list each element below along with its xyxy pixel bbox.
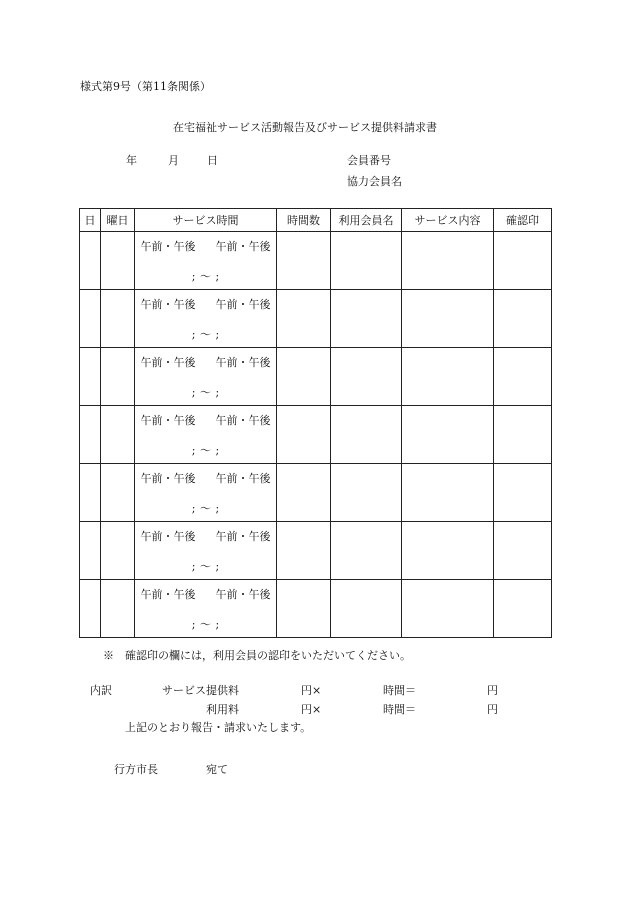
time-colon: ; — [191, 328, 196, 341]
time-colon: ; — [191, 618, 196, 631]
ampm-end: 午前・午後 — [215, 298, 271, 311]
document-title: 在宅福祉サービス活動報告及びサービス提供料請求書 — [173, 121, 437, 134]
table-row — [80, 580, 552, 638]
tilde: 〜 — [200, 444, 211, 457]
service-content-cell[interactable] — [402, 406, 494, 464]
ampm-end: 午前・午後 — [215, 414, 271, 427]
ampm-end: 午前・午後 — [215, 356, 271, 369]
day-cell[interactable] — [80, 406, 101, 464]
usage-fee-hours-equals: 時間＝ — [383, 703, 416, 716]
service-fee-yen-times: 円× — [301, 684, 322, 697]
confirmation-seal-cell[interactable] — [494, 522, 552, 580]
user-member-name-cell[interactable] — [331, 232, 402, 290]
header-confirmation-seal: 確認印 — [494, 209, 552, 232]
ampm-start: 午前・午後 — [140, 356, 196, 369]
time-colon: ; — [215, 386, 220, 399]
weekday-cell[interactable] — [101, 522, 135, 580]
tilde: 〜 — [200, 502, 211, 515]
date-month-label: 月 — [168, 154, 179, 167]
tilde: 〜 — [200, 618, 211, 631]
service-content-cell[interactable] — [402, 522, 494, 580]
ampm-start: 午前・午後 — [140, 298, 196, 311]
service-time-cell[interactable] — [135, 464, 277, 522]
time-colon: ; — [191, 386, 196, 399]
header-service-time: サービス時間 — [135, 209, 277, 232]
user-member-name-cell[interactable] — [331, 290, 402, 348]
usage-fee-yen-times: 円× — [301, 703, 322, 716]
hours-cell[interactable] — [277, 580, 331, 638]
day-cell[interactable] — [80, 522, 101, 580]
confirmation-seal-cell[interactable] — [494, 580, 552, 638]
service-content-cell[interactable] — [402, 232, 494, 290]
time-colon: ; — [215, 502, 220, 515]
table-row — [80, 232, 552, 290]
service-time-cell[interactable] — [135, 232, 277, 290]
table-header-row — [80, 209, 552, 232]
ampm-end: 午前・午後 — [215, 530, 271, 543]
user-member-name-cell[interactable] — [331, 522, 402, 580]
service-content-cell[interactable] — [402, 464, 494, 522]
service-time-cell[interactable] — [135, 522, 277, 580]
activity-table — [79, 208, 552, 638]
user-member-name-cell[interactable] — [331, 348, 402, 406]
hours-cell[interactable] — [277, 522, 331, 580]
weekday-cell[interactable] — [101, 464, 135, 522]
member-number-label: 会員番号 — [347, 154, 391, 167]
ampm-start: 午前・午後 — [140, 414, 196, 427]
tilde: 〜 — [200, 560, 211, 573]
header-hours: 時間数 — [277, 209, 331, 232]
service-time-cell[interactable] — [135, 580, 277, 638]
service-time-cell[interactable] — [135, 348, 277, 406]
ampm-end: 午前・午後 — [215, 472, 271, 485]
service-content-cell[interactable] — [402, 580, 494, 638]
hours-cell[interactable] — [277, 348, 331, 406]
breakdown-label: 内訳 — [90, 684, 112, 697]
ampm-start: 午前・午後 — [140, 240, 196, 253]
header-service-content: サービス内容 — [402, 209, 494, 232]
confirmation-seal-cell[interactable] — [494, 348, 552, 406]
header-day: 日 — [80, 209, 101, 232]
ampm-end: 午前・午後 — [215, 588, 271, 601]
ampm-start: 午前・午後 — [140, 530, 196, 543]
confirmation-seal-cell[interactable] — [494, 232, 552, 290]
ampm-end: 午前・午後 — [215, 240, 271, 253]
hours-cell[interactable] — [277, 464, 331, 522]
weekday-cell[interactable] — [101, 406, 135, 464]
tilde: 〜 — [200, 386, 211, 399]
table-row — [80, 522, 552, 580]
time-colon: ; — [191, 560, 196, 573]
service-fee-yen: 円 — [487, 684, 498, 697]
weekday-cell[interactable] — [101, 290, 135, 348]
time-colon: ; — [191, 444, 196, 457]
addressee: 行方市長 — [114, 763, 158, 776]
day-cell[interactable] — [80, 348, 101, 406]
confirmation-seal-cell[interactable] — [494, 290, 552, 348]
time-colon: ; — [215, 618, 220, 631]
date-day-label: 日 — [207, 154, 218, 167]
form-number: 様式第9号（第11条関係） — [80, 80, 211, 93]
day-cell[interactable] — [80, 232, 101, 290]
confirmation-seal-cell[interactable] — [494, 464, 552, 522]
time-colon: ; — [215, 444, 220, 457]
time-colon: ; — [215, 560, 220, 573]
service-time-cell[interactable] — [135, 290, 277, 348]
time-colon: ; — [191, 502, 196, 515]
service-content-cell[interactable] — [402, 290, 494, 348]
confirmation-seal-cell[interactable] — [494, 406, 552, 464]
table-row — [80, 406, 552, 464]
weekday-cell[interactable] — [101, 348, 135, 406]
hours-cell[interactable] — [277, 232, 331, 290]
closing-statement: 上記のとおり報告・請求いたします。 — [125, 721, 312, 734]
service-time-cell[interactable] — [135, 406, 277, 464]
seal-note: ※ 確認印の欄には，利用会員の認印をいただいてください。 — [103, 649, 411, 662]
service-fee-hours-equals: 時間＝ — [383, 684, 416, 697]
time-colon: ; — [215, 270, 220, 283]
time-colon: ; — [191, 270, 196, 283]
table-row — [80, 464, 552, 522]
tilde: 〜 — [200, 328, 211, 341]
user-member-name-cell[interactable] — [331, 580, 402, 638]
hours-cell[interactable] — [277, 290, 331, 348]
weekday-cell[interactable] — [101, 580, 135, 638]
service-content-cell[interactable] — [402, 348, 494, 406]
usage-fee-label: 利用料 — [206, 703, 239, 716]
user-member-name-cell[interactable] — [331, 464, 402, 522]
table-row — [80, 290, 552, 348]
header-user-member-name: 利用会員名 — [331, 209, 402, 232]
ampm-start: 午前・午後 — [140, 472, 196, 485]
header-weekday: 曜日 — [101, 209, 135, 232]
cooperating-member-label: 協力会員名 — [347, 175, 402, 188]
user-member-name-cell[interactable] — [331, 406, 402, 464]
day-cell[interactable] — [80, 290, 101, 348]
ampm-start: 午前・午後 — [140, 588, 196, 601]
day-cell[interactable] — [80, 580, 101, 638]
weekday-cell[interactable] — [101, 232, 135, 290]
day-cell[interactable] — [80, 464, 101, 522]
date-year-label: 年 — [126, 154, 137, 167]
addressee-suffix: 宛て — [206, 763, 228, 776]
service-fee-label: サービス提供料 — [162, 684, 239, 697]
hours-cell[interactable] — [277, 406, 331, 464]
tilde: 〜 — [200, 270, 211, 283]
table-row — [80, 348, 552, 406]
usage-fee-yen: 円 — [487, 703, 498, 716]
time-colon: ; — [215, 328, 220, 341]
